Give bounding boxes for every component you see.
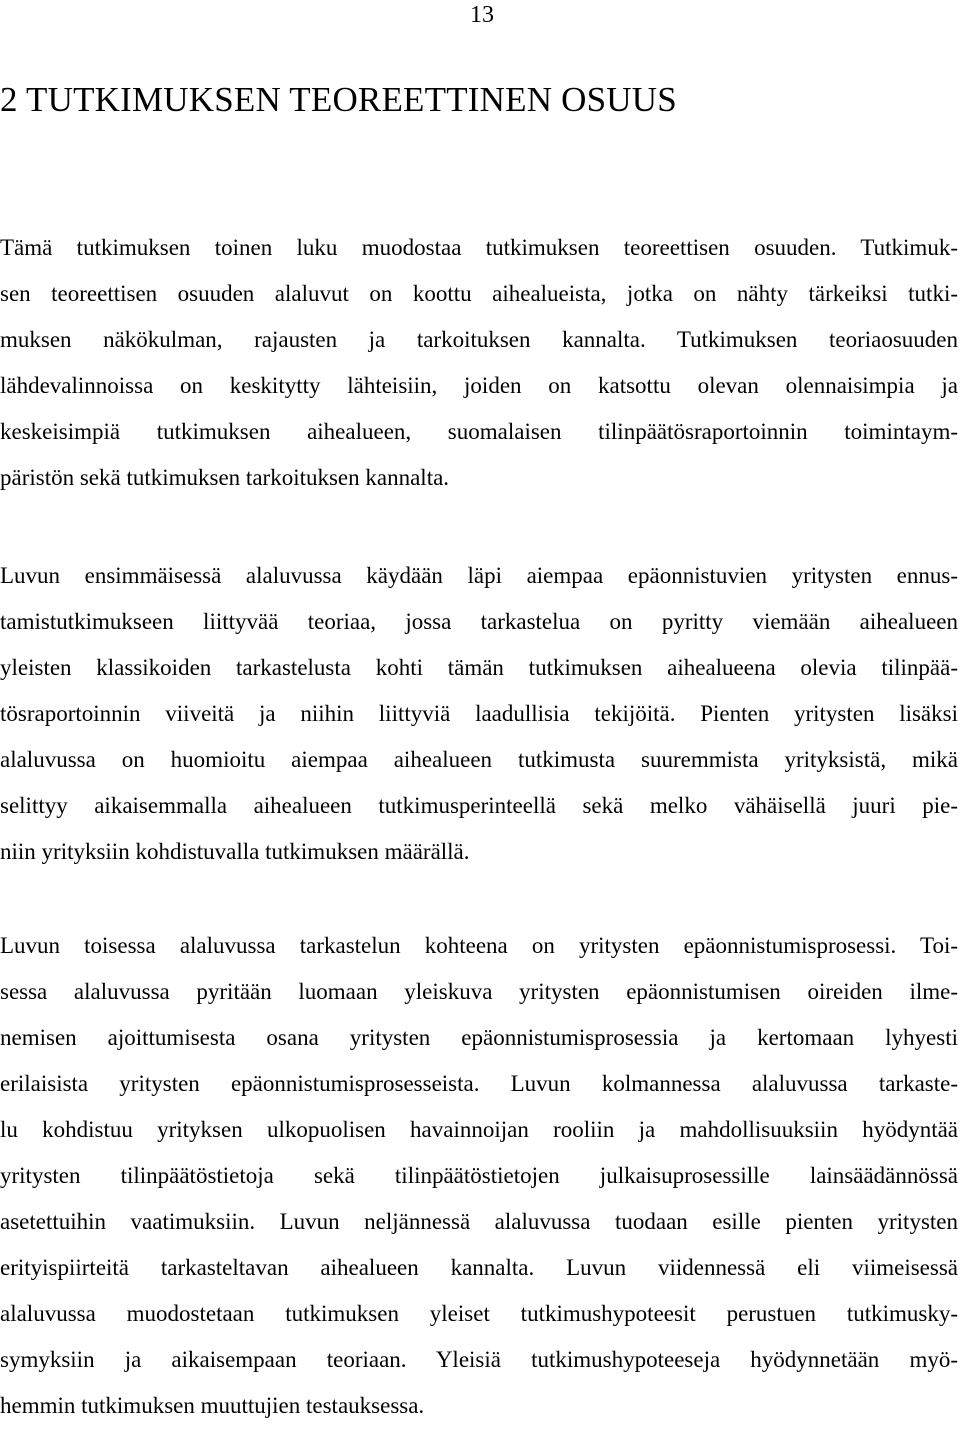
- paragraph-line: alaluvussa on huomioitu aiempaa aihealueen tutkimusta suuremmista yrityksistä, mikä: [0, 747, 958, 772]
- paragraph-line: nemisen ajoittumisesta osana yritysten epäonnistumisprosessia ja kertomaan lyhyesti: [0, 1025, 958, 1050]
- paragraph-line: lähdevalinnoissa on keskitytty lähteisiin, joiden on katsottu olevan olennaisimpia ja: [0, 373, 958, 398]
- paragraph-line: Tämä tutkimuksen toinen luku muodostaa tutkimuksen teoreettisen osuuden. Tutkimuk-: [0, 235, 958, 260]
- paragraph-line: sessa alaluvussa pyritään luomaan yleiskuva yritysten epäonnistumisen oireiden ilme-: [0, 979, 958, 1004]
- paragraph-line: asetettuihin vaatimuksiin. Luvun neljännessä alaluvussa tuodaan esille pienten yritysten: [0, 1209, 958, 1234]
- paragraph-line: erilaisista yritysten epäonnistumisprosesseista. Luvun kolmannessa alaluvussa tarkaste-: [0, 1071, 958, 1096]
- paragraph-line: hemmin tutkimuksen muuttujien testauksessa.: [0, 1393, 425, 1418]
- paragraph-line: tamistutkimukseen liittyvää teoriaa, jossa tarkastelua on pyritty viemään aihealueen: [0, 609, 958, 634]
- paragraph-first-subchapter: [0, 553, 958, 875]
- paragraph-line: Luvun ensimmäisessä alaluvussa käydään läpi aiempaa epäonnistuvien yritysten ennus-: [0, 563, 958, 588]
- paragraph-line: päristön sekä tutkimuksen tarkoituksen kannalta.: [0, 465, 450, 490]
- paragraph-line: sen teoreettisen osuuden alaluvut on koottu aihealueista, jotka on nähty tärkeiksi tutki-: [0, 281, 958, 306]
- paragraph-intro: [0, 225, 958, 501]
- paragraph-line: selittyy aikaisemmalla aihealueen tutkimusperinteellä sekä melko vähäisellä juuri pie-: [0, 793, 958, 818]
- paragraph-line: symyksiin ja aikaisempaan teoriaan. Yleisiä tutkimushypoteeseja hyödynnetään myö-: [0, 1347, 958, 1372]
- paragraph-line: yleisten klassikoiden tarkastelusta kohti tämän tutkimuksen aihealueena olevia tilinpää-: [0, 655, 958, 680]
- paragraph-line: tösraportoinnin viiveitä ja niihin liittyviä laadullisia tekijöitä. Pienten yritysten lisäksi: [0, 701, 958, 726]
- paragraph-line: yritysten tilinpäätöstietoja sekä tilinpäätöstietojen julkaisuprosessille lainsäädännössä: [0, 1163, 958, 1188]
- page-number: 13: [470, 2, 494, 28]
- paragraph-line: alaluvussa muodostetaan tutkimuksen yleiset tutkimushypoteesit perustuen tutkimusky-: [0, 1301, 958, 1326]
- paragraph-line: keskeisimpiä tutkimuksen aihealueen, suomalaisen tilinpäätösraportoinnin toimintaym-: [0, 419, 958, 444]
- paragraph-line: muksen näkökulman, rajausten ja tarkoituksen kannalta. Tutkimuksen teoriaosuuden: [0, 327, 958, 352]
- chapter-title: 2 TUTKIMUKSEN TEOREETTINEN OSUUS: [0, 80, 677, 119]
- paragraph-other-subchapters: [0, 923, 958, 1429]
- paragraph-line: Luvun toisessa alaluvussa tarkastelun kohteena on yritysten epäonnistumisprosessi. Toi-: [0, 933, 958, 958]
- paragraph-line: lu kohdistuu yrityksen ulkopuolisen havainnoijan rooliin ja mahdollisuuksiin hyödyntää: [0, 1117, 958, 1142]
- paragraph-line: erityispiirteitä tarkasteltavan aihealueen kannalta. Luvun viidennessä eli viimeisessä: [0, 1255, 958, 1280]
- paragraph-line: niin yrityksiin kohdistuvalla tutkimuksen määrällä.: [0, 839, 470, 864]
